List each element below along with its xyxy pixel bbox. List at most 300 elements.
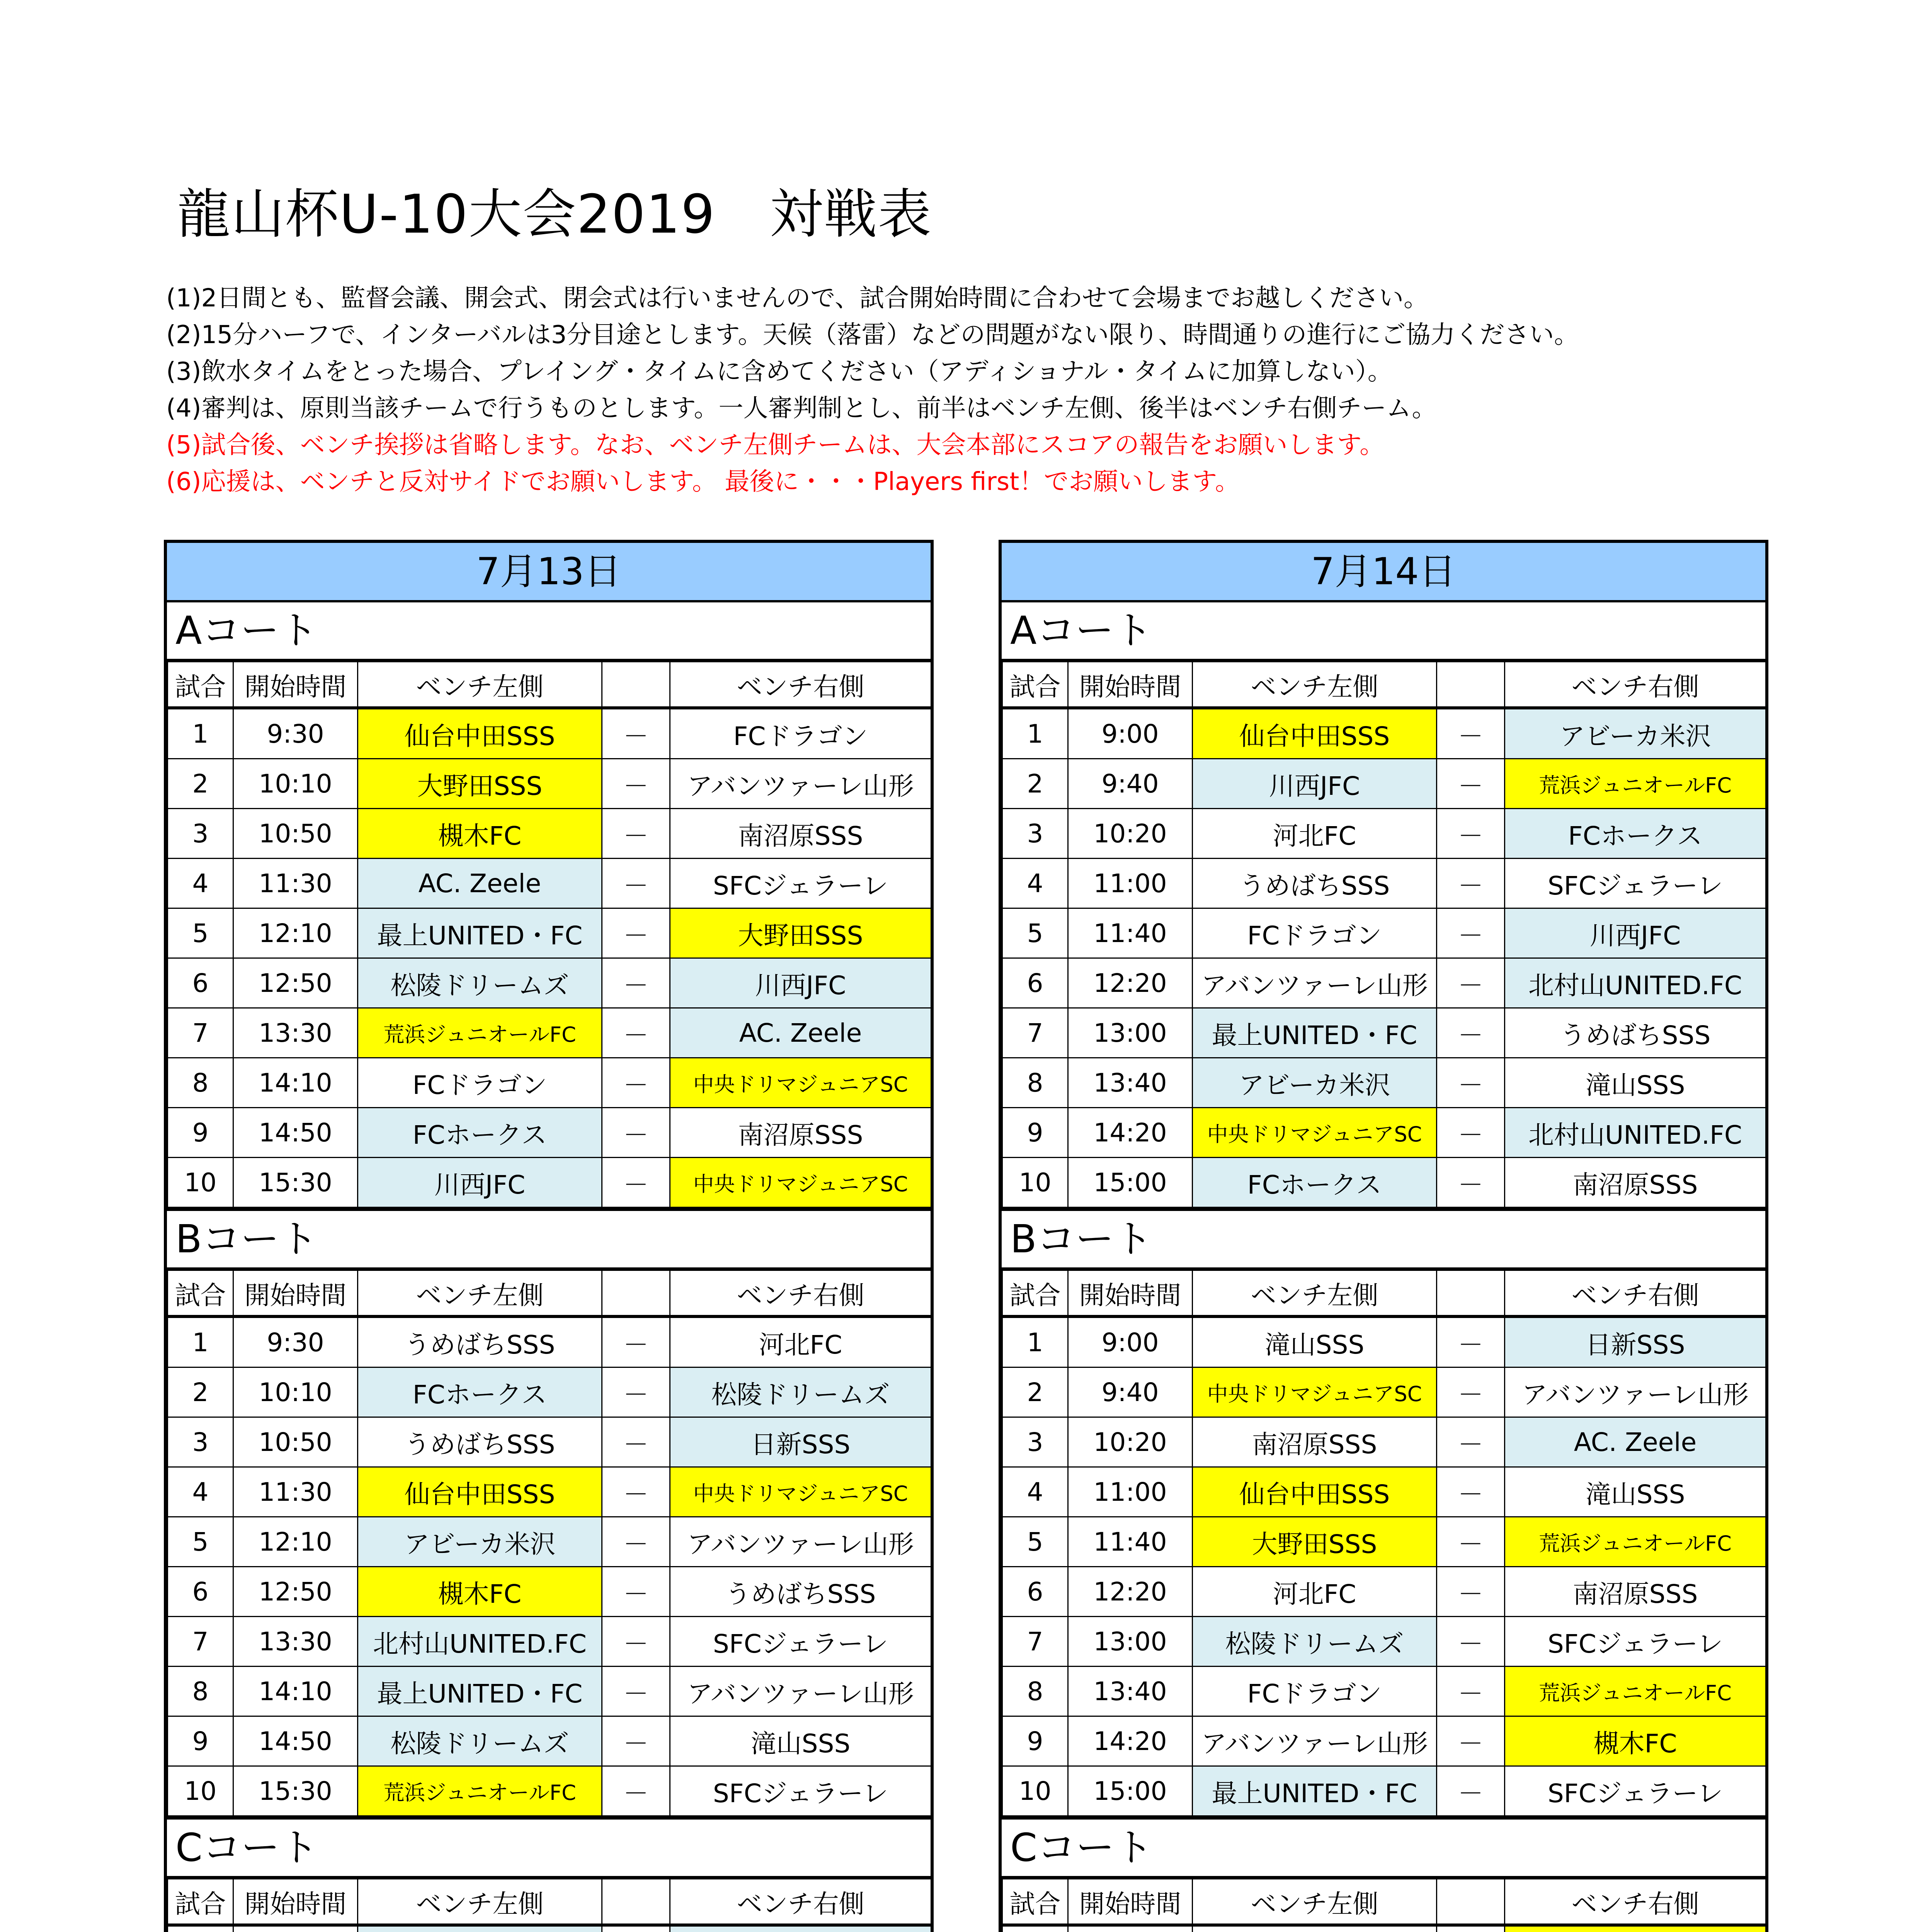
match-separator [602, 1925, 670, 1932]
court-title: Bコート [1002, 1208, 1765, 1270]
header-separator [1437, 662, 1505, 708]
match-row [168, 1617, 931, 1667]
note-line: (3)飲水タイムをとった場合、プレイング・タイムに含めてください（アディショナル・タイムに加算しない）。 [166, 357, 1392, 386]
match-row [168, 708, 931, 759]
start-time: 14:50 [233, 1716, 358, 1766]
match-separator: － [1437, 1367, 1505, 1417]
bench-right-team: アビーカ米沢 [1505, 708, 1766, 759]
match-separator: － [602, 1766, 670, 1816]
bench-right-team: 日新SSS [1505, 1316, 1766, 1367]
match-number: 8 [1002, 1667, 1068, 1716]
header-bench-right: ベンチ右側 [1505, 1270, 1766, 1317]
start-time: 11:00 [1068, 859, 1193, 908]
start-time: 14:20 [1068, 1108, 1193, 1158]
match-row [168, 1517, 931, 1567]
match-separator: － [1437, 1667, 1505, 1716]
match-table [1002, 1878, 1766, 1932]
bench-left-team [358, 1925, 602, 1932]
bench-right-team: 中央ドリマジュニアSC [670, 1058, 931, 1108]
start-time: 9:40 [1068, 1367, 1193, 1417]
bench-left-team: 槻木FC [358, 809, 602, 859]
header-row [168, 1879, 931, 1925]
start-time: 15:30 [233, 1766, 358, 1816]
bench-left-team: 仙台中田SSS [1193, 1467, 1437, 1517]
bench-right-team: アバンツァーレ山形 [1505, 1367, 1766, 1417]
bench-left-team: アビーカ米沢 [358, 1517, 602, 1567]
match-separator [1437, 1925, 1505, 1932]
note-line: (2)15分ハーフで、インターバルは3分目途とします。天候（落雷）などの問題がない限り、時間通りの進行にご協力ください。 [166, 321, 1579, 349]
match-number: 4 [1002, 859, 1068, 908]
match-row [1002, 809, 1766, 859]
bench-right-team: 滝山SSS [1505, 1467, 1766, 1517]
bench-right-team [670, 1925, 931, 1932]
start-time: 11:40 [1068, 908, 1193, 958]
match-number: 3 [1002, 1417, 1068, 1467]
bench-left-team: 荒浜ジュニオールFC [358, 1008, 602, 1058]
start-time: 9:00 [1068, 1316, 1193, 1367]
start-time: 14:10 [233, 1058, 358, 1108]
match-number: 2 [168, 1367, 233, 1417]
header-row [1002, 1270, 1766, 1317]
start-time: 10:50 [233, 1417, 358, 1467]
bench-left-team: 中央ドリマジュニアSC [1193, 1367, 1437, 1417]
match-number: 10 [1002, 1158, 1068, 1208]
match-row [168, 958, 931, 1008]
header-match-no: 試合 [1002, 1270, 1068, 1317]
match-separator: － [1437, 708, 1505, 759]
bench-right-team: AC. Zeele [1505, 1417, 1766, 1467]
match-row [1002, 1467, 1766, 1517]
header-separator [1437, 1879, 1505, 1925]
match-number: 7 [168, 1008, 233, 1058]
match-number: 5 [1002, 1517, 1068, 1567]
match-number: 6 [1002, 1567, 1068, 1617]
start-time: 13:40 [1068, 1667, 1193, 1716]
bench-left-team: FCホークス [358, 1367, 602, 1417]
bench-left-team: 中央ドリマジュニアSC [1193, 1108, 1437, 1158]
bench-right-team: うめばちSSS [1505, 1008, 1766, 1058]
header-bench-left: ベンチ左側 [1193, 1879, 1437, 1925]
match-separator: － [602, 1716, 670, 1766]
match-separator: － [602, 958, 670, 1008]
header-separator [1437, 1270, 1505, 1317]
bench-left-team: 仙台中田SSS [358, 1467, 602, 1517]
match-row [1002, 1417, 1766, 1467]
header-match-no: 試合 [1002, 1879, 1068, 1925]
match-table [167, 1270, 932, 1816]
bench-left-team: 最上UNITED・FC [358, 1667, 602, 1716]
start-time: 10:20 [1068, 809, 1193, 859]
bench-left-team: FCドラゴン [1193, 908, 1437, 958]
header-start-time: 開始時間 [233, 1879, 358, 1925]
match-row [168, 759, 931, 809]
header-match-no: 試合 [1002, 662, 1068, 708]
match-separator: － [1437, 1058, 1505, 1108]
start-time: 13:00 [1068, 1008, 1193, 1058]
bench-right-team: SFCジェラーレ [670, 1617, 931, 1667]
match-separator: － [1437, 1108, 1505, 1158]
start-time: 11:30 [233, 1467, 358, 1517]
start-time: 11:00 [1068, 1467, 1193, 1517]
start-time: 12:10 [233, 908, 358, 958]
header-separator [602, 1879, 670, 1925]
match-separator: － [602, 1158, 670, 1208]
bench-left-team: 大野田SSS [358, 759, 602, 809]
schedule-day-1 [164, 540, 934, 1932]
bench-right-team: 南沼原SSS [670, 809, 931, 859]
match-number: 1 [168, 708, 233, 759]
match-separator: － [1437, 908, 1505, 958]
match-number: 6 [1002, 958, 1068, 1008]
bench-left-team [1193, 1925, 1437, 1932]
match-row [168, 1667, 931, 1716]
match-row [168, 1567, 931, 1617]
match-separator: － [1437, 809, 1505, 859]
match-row [168, 908, 931, 958]
match-number: 1 [1002, 1316, 1068, 1367]
schedule-day-2 [999, 540, 1768, 1932]
note-line: (5)試合後、ベンチ挨拶は省略します。なお、ベンチ左側チームは、大会本部にスコアの報告をお願いします。 [166, 431, 1385, 459]
bench-right-team: 大野田SSS [670, 908, 931, 958]
bench-left-team: 松陵ドリームズ [1193, 1617, 1437, 1667]
match-table [167, 661, 932, 1208]
match-number: 9 [1002, 1716, 1068, 1766]
match-separator: － [602, 1367, 670, 1417]
bench-left-team: AC. Zeele [358, 859, 602, 908]
bench-right-team: 日新SSS [670, 1417, 931, 1467]
match-separator: － [602, 1108, 670, 1158]
match-separator: － [1437, 1467, 1505, 1517]
match-number: 1 [168, 1316, 233, 1367]
bench-right-team [1505, 1925, 1766, 1932]
match-number: 7 [1002, 1008, 1068, 1058]
bench-left-team: アビーカ米沢 [1193, 1058, 1437, 1108]
start-time: 12:50 [233, 1567, 358, 1617]
bench-left-team: アバンツァーレ山形 [1193, 1716, 1437, 1766]
bench-right-team: 滝山SSS [670, 1716, 931, 1766]
header-start-time: 開始時間 [1068, 662, 1193, 708]
bench-right-team: 荒浜ジュニオールFC [1505, 1667, 1766, 1716]
match-table [167, 1878, 932, 1932]
match-row [168, 1925, 931, 1932]
match-row [168, 1467, 931, 1517]
start-time: 15:30 [233, 1158, 358, 1208]
match-row [1002, 1008, 1766, 1058]
header-bench-left: ベンチ左側 [1193, 662, 1437, 708]
match-number: 9 [168, 1108, 233, 1158]
match-separator: － [602, 708, 670, 759]
match-row [168, 1008, 931, 1058]
match-separator: － [1437, 1008, 1505, 1058]
court-title: Cコート [1002, 1816, 1765, 1878]
match-separator: － [1437, 1617, 1505, 1667]
match-number: 8 [168, 1667, 233, 1716]
bench-right-team: うめばちSSS [670, 1567, 931, 1617]
start-time: 10:10 [233, 1367, 358, 1417]
bench-right-team: 北村山UNITED.FC [1505, 1108, 1766, 1158]
match-row [168, 1316, 931, 1367]
match-number: 5 [168, 1517, 233, 1567]
match-separator: － [1437, 1517, 1505, 1567]
match-separator: － [1437, 759, 1505, 809]
start-time: 13:40 [1068, 1058, 1193, 1108]
match-separator: － [1437, 1766, 1505, 1816]
note-line: (4)審判は、原則当該チームで行うものとします。一人審判制とし、前半はベンチ左側、後半はベンチ右側チーム。 [166, 394, 1437, 423]
note-line: (1)2日間とも、監督会議、開会式、閉会式は行いませんので、試合開始時間に合わせて会場までお越しください。 [166, 284, 1429, 313]
match-number: 2 [168, 759, 233, 809]
bench-right-team: SFCジェラーレ [1505, 859, 1766, 908]
match-row [1002, 1716, 1766, 1766]
header-start-time: 開始時間 [1068, 1270, 1193, 1317]
bench-right-team: アバンツァーレ山形 [670, 1517, 931, 1567]
header-row [168, 662, 931, 708]
match-row [1002, 1567, 1766, 1617]
bench-left-team: 河北FC [1193, 1567, 1437, 1617]
bench-left-team: 南沼原SSS [1193, 1417, 1437, 1467]
bench-right-team: FCドラゴン [670, 708, 931, 759]
match-number: 2 [1002, 759, 1068, 809]
match-number: 8 [168, 1058, 233, 1108]
start-time: 10:50 [233, 809, 358, 859]
start-time: 13:30 [233, 1008, 358, 1058]
start-time: 14:50 [233, 1108, 358, 1158]
match-row [1002, 759, 1766, 809]
bench-right-team: AC. Zeele [670, 1008, 931, 1058]
bench-left-team: 河北FC [1193, 809, 1437, 859]
bench-right-team: アバンツァーレ山形 [670, 759, 931, 809]
header-bench-right: ベンチ右側 [1505, 662, 1766, 708]
bench-right-team: アバンツァーレ山形 [670, 1667, 931, 1716]
bench-right-team: 南沼原SSS [1505, 1158, 1766, 1208]
match-number: 10 [168, 1766, 233, 1816]
match-number: 8 [1002, 1058, 1068, 1108]
match-row [1002, 1667, 1766, 1716]
match-row [168, 1716, 931, 1766]
bench-left-team: FCホークス [1193, 1158, 1437, 1208]
court-title: Aコート [1002, 602, 1765, 661]
day-date: 7月13日 [167, 543, 931, 602]
bench-right-team: SFCジェラーレ [670, 1766, 931, 1816]
bench-left-team: うめばちSSS [358, 1417, 602, 1467]
match-row [168, 1766, 931, 1816]
header-bench-left: ベンチ左側 [358, 1879, 602, 1925]
match-row [1002, 1108, 1766, 1158]
header-bench-right: ベンチ右側 [670, 662, 931, 708]
match-row [168, 1367, 931, 1417]
header-bench-right: ベンチ右側 [670, 1270, 931, 1317]
court-title: Aコート [167, 602, 931, 661]
court-title: Bコート [167, 1208, 931, 1270]
bench-left-team: 最上UNITED・FC [358, 908, 602, 958]
match-separator: － [602, 809, 670, 859]
match-row [168, 1108, 931, 1158]
match-row [1002, 1316, 1766, 1367]
header-match-no: 試合 [168, 1270, 233, 1317]
start-time [233, 1925, 358, 1932]
bench-left-team: 北村山UNITED.FC [358, 1617, 602, 1667]
bench-left-team: 松陵ドリームズ [358, 958, 602, 1008]
bench-right-team: 川西JFC [670, 958, 931, 1008]
match-row [1002, 1517, 1766, 1567]
match-number: 5 [1002, 908, 1068, 958]
header-row [1002, 1879, 1766, 1925]
bench-right-team: 中央ドリマジュニアSC [670, 1158, 931, 1208]
bench-left-team: 川西JFC [358, 1158, 602, 1208]
bench-right-team: 河北FC [670, 1316, 931, 1367]
bench-right-team: 松陵ドリームズ [670, 1367, 931, 1417]
bench-right-team: 荒浜ジュニオールFC [1505, 759, 1766, 809]
match-separator: － [1437, 1716, 1505, 1766]
start-time: 12:20 [1068, 1567, 1193, 1617]
bench-right-team: FCホークス [1505, 809, 1766, 859]
match-number: 4 [1002, 1467, 1068, 1517]
start-time: 9:30 [233, 1316, 358, 1367]
match-number [1002, 1925, 1068, 1932]
match-number: 5 [168, 908, 233, 958]
match-number: 3 [168, 1417, 233, 1467]
bench-right-team: 川西JFC [1505, 908, 1766, 958]
match-row [1002, 708, 1766, 759]
match-separator: － [602, 1008, 670, 1058]
start-time: 9:40 [1068, 759, 1193, 809]
bench-right-team: 南沼原SSS [1505, 1567, 1766, 1617]
match-number: 7 [168, 1617, 233, 1667]
bench-left-team: 仙台中田SSS [358, 708, 602, 759]
match-number: 4 [168, 1467, 233, 1517]
bench-left-team: FCドラゴン [358, 1058, 602, 1108]
start-time: 13:30 [233, 1617, 358, 1667]
start-time: 11:40 [1068, 1517, 1193, 1567]
match-table [1002, 661, 1766, 1208]
page-title: 龍山杯U-10大会2019 対戦表 [177, 183, 932, 245]
start-time: 10:20 [1068, 1417, 1193, 1467]
header-bench-left: ベンチ左側 [1193, 1270, 1437, 1317]
bench-right-team: 南沼原SSS [670, 1108, 931, 1158]
match-number: 10 [1002, 1766, 1068, 1816]
start-time: 13:00 [1068, 1617, 1193, 1667]
bench-left-team: 松陵ドリームズ [358, 1716, 602, 1766]
bench-left-team: 荒浜ジュニオールFC [358, 1766, 602, 1816]
bench-right-team: SFCジェラーレ [1505, 1766, 1766, 1816]
match-row [168, 1158, 931, 1208]
match-row [1002, 1617, 1766, 1667]
match-number: 3 [1002, 809, 1068, 859]
notes-list [166, 280, 1789, 500]
match-number: 6 [168, 958, 233, 1008]
match-number: 1 [1002, 708, 1068, 759]
start-time [1068, 1925, 1193, 1932]
header-match-no: 試合 [168, 1879, 233, 1925]
bench-right-team: SFCジェラーレ [670, 859, 931, 908]
bench-left-team: 最上UNITED・FC [1193, 1008, 1437, 1058]
header-match-no: 試合 [168, 662, 233, 708]
match-separator: － [602, 1517, 670, 1567]
match-separator: － [1437, 1316, 1505, 1367]
match-separator: － [602, 759, 670, 809]
bench-right-team: 荒浜ジュニオールFC [1505, 1517, 1766, 1567]
header-row [1002, 662, 1766, 708]
match-separator: － [602, 1567, 670, 1617]
bench-right-team: 滝山SSS [1505, 1058, 1766, 1108]
match-row [1002, 1925, 1766, 1932]
bench-left-team: FCドラゴン [1193, 1667, 1437, 1716]
header-start-time: 開始時間 [1068, 1879, 1193, 1925]
match-row [1002, 958, 1766, 1008]
match-number [168, 1925, 233, 1932]
match-number: 2 [1002, 1367, 1068, 1417]
match-separator: － [602, 908, 670, 958]
bench-left-team: 滝山SSS [1193, 1316, 1437, 1367]
match-row [168, 859, 931, 908]
match-row [1002, 1766, 1766, 1816]
match-separator: － [602, 859, 670, 908]
start-time: 14:20 [1068, 1716, 1193, 1766]
match-row [1002, 908, 1766, 958]
header-separator [602, 662, 670, 708]
match-separator: － [602, 1417, 670, 1467]
match-number: 6 [168, 1567, 233, 1617]
start-time: 12:20 [1068, 958, 1193, 1008]
match-row [1002, 859, 1766, 908]
match-table [1002, 1270, 1766, 1816]
match-number: 10 [168, 1158, 233, 1208]
bench-right-team: 槻木FC [1505, 1716, 1766, 1766]
match-separator: － [602, 1058, 670, 1108]
match-number: 3 [168, 809, 233, 859]
bench-left-team: 仙台中田SSS [1193, 708, 1437, 759]
bench-left-team: うめばちSSS [358, 1316, 602, 1367]
start-time: 10:10 [233, 759, 358, 809]
match-separator: － [602, 1667, 670, 1716]
bench-right-team: 中央ドリマジュニアSC [670, 1467, 931, 1517]
match-number: 4 [168, 859, 233, 908]
start-time: 12:10 [233, 1517, 358, 1567]
match-row [1002, 1158, 1766, 1208]
bench-left-team: 川西JFC [1193, 759, 1437, 809]
start-time: 9:00 [1068, 708, 1193, 759]
bench-left-team: アバンツァーレ山形 [1193, 958, 1437, 1008]
match-row [1002, 1367, 1766, 1417]
match-row [168, 1058, 931, 1108]
start-time: 15:00 [1068, 1158, 1193, 1208]
match-number: 7 [1002, 1617, 1068, 1667]
court-title: Cコート [167, 1816, 931, 1878]
bench-right-team: SFCジェラーレ [1505, 1617, 1766, 1667]
match-separator: － [1437, 1158, 1505, 1208]
header-bench-left: ベンチ左側 [358, 662, 602, 708]
bench-left-team: 最上UNITED・FC [1193, 1766, 1437, 1816]
start-time: 11:30 [233, 859, 358, 908]
bench-left-team: FCホークス [358, 1108, 602, 1158]
match-row [1002, 1058, 1766, 1108]
header-start-time: 開始時間 [233, 662, 358, 708]
day-date: 7月14日 [1002, 543, 1765, 602]
match-number: 9 [1002, 1108, 1068, 1158]
match-separator: － [1437, 958, 1505, 1008]
start-time: 12:50 [233, 958, 358, 1008]
start-time: 15:00 [1068, 1766, 1193, 1816]
bench-left-team: 槻木FC [358, 1567, 602, 1617]
header-row [168, 1270, 931, 1317]
note-line: (6)応援は、ベンチと反対サイドでお願いします。 最後に・・・Players first！でお願いします。 [166, 468, 1240, 496]
bench-left-team: 大野田SSS [1193, 1517, 1437, 1567]
match-number: 9 [168, 1716, 233, 1766]
start-time: 14:10 [233, 1667, 358, 1716]
header-bench-right: ベンチ右側 [1505, 1879, 1766, 1925]
match-separator: － [602, 1467, 670, 1517]
start-time: 9:30 [233, 708, 358, 759]
match-separator: － [1437, 859, 1505, 908]
